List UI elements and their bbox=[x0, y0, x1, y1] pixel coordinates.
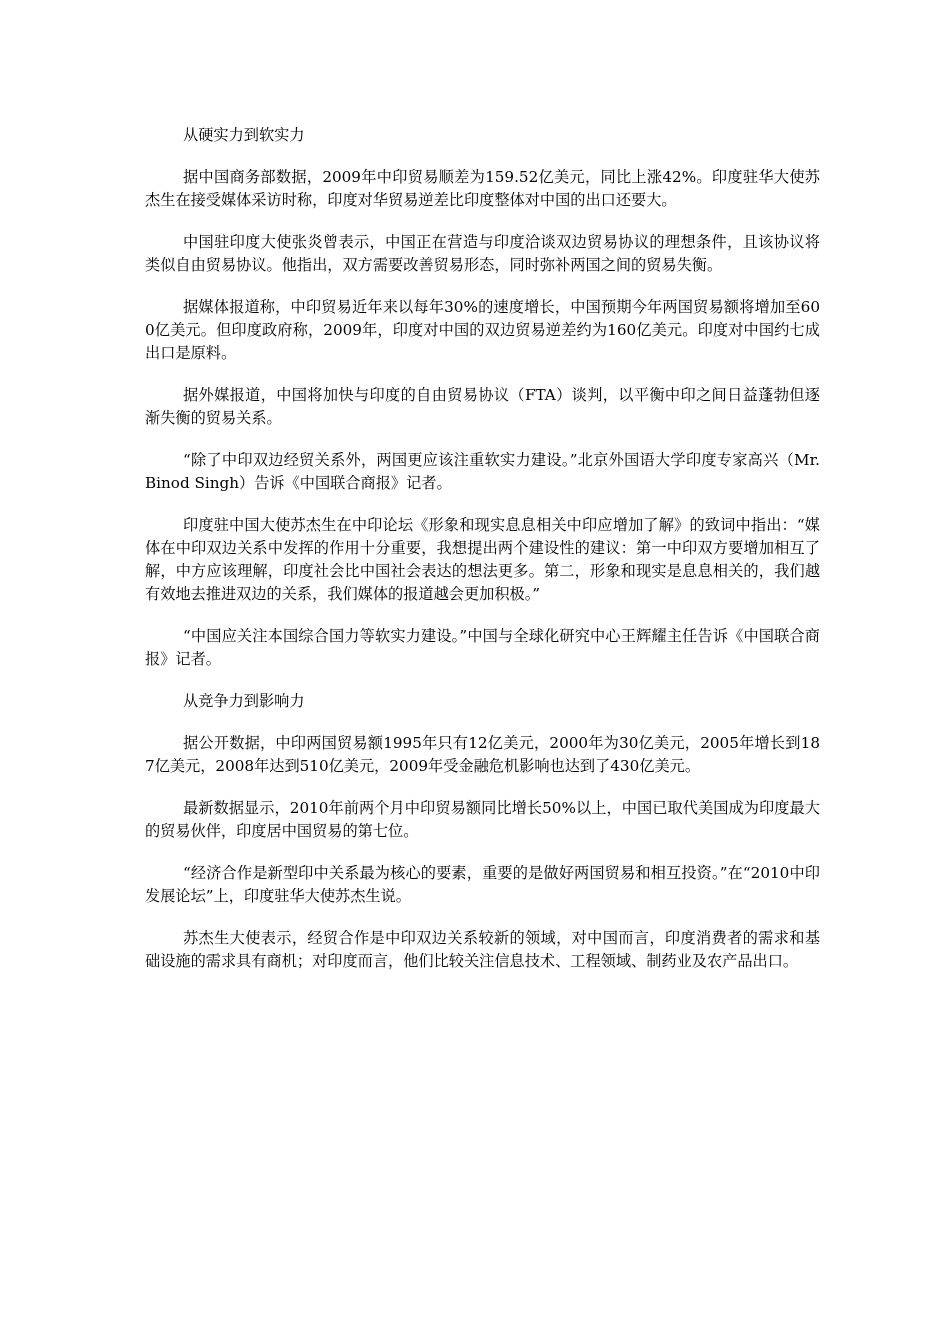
paragraph-trade-surplus: 据中国商务部数据，2009年中印贸易顺差为159.52亿美元，同比上涨42%。印度驻华大使苏杰生在接受媒体采访时称，印度对华贸易逆差比印度整体对中国的出口还要大。 bbox=[145, 168, 820, 209]
paragraph-national-strength-quote: “中国应关注本国综合国力等软实力建设。”中国与全球化研究中心王辉耀主任告诉《中国联合商报》记者。 bbox=[145, 627, 820, 668]
document-body bbox=[145, 124, 820, 992]
paragraph-fta-talks: 据外媒报道，中国将加快与印度的自由贸易协议（FTA）谈判，以平衡中印之间日益蓬勃但逐渐失衡的贸易关系。 bbox=[145, 386, 820, 427]
paragraph-forum-speech: 印度驻中国大使苏杰生在中印论坛《形象和现实息息相关中印应增加了解》的致词中指出：“媒体在中印双边关系中发挥的作用十分重要，我想提出两个建设性的建议：第一中印双方要增加相互了解，中方应该理解，印度社会比中国社会表达的想法更多。第二，形象和现实是息息相关的，我们越有效地去推进双边的关系，我们媒体的报道越会更加积极。” bbox=[145, 516, 820, 603]
paragraph-economic-cooperation-quote: “经济合作是新型印中关系最为核心的要素，重要的是做好两国贸易和相互投资。”在“2010中印发展论坛”上，印度驻华大使苏杰生说。 bbox=[145, 864, 820, 905]
section-heading-hard-to-soft-power: 从硬实力到软实力 bbox=[183, 126, 305, 144]
paragraph-public-trade-data: 据公开数据，中印两国贸易额1995年只有12亿美元，2000年为30亿美元，2005年增长到187亿美元，2008年达到510亿美元，2009年受金融危机影响也达到了430亿美元。 bbox=[145, 734, 820, 775]
section-heading-competitiveness-to-influence: 从竞争力到影响力 bbox=[183, 692, 305, 710]
paragraph-trade-growth: 据媒体报道称，中印贸易近年来以每年30%的速度增长，中国预期今年两国贸易额将增加至600亿美元。但印度政府称，2009年，印度对中国的双边贸易逆差约为160亿美元。印度对中国约七成出口是原料。 bbox=[145, 298, 820, 362]
paragraph-latest-data: 最新数据显示，2010年前两个月中印贸易额同比增长50%以上，中国已取代美国成为印度最大的贸易伙伴，印度居中国贸易的第七位。 bbox=[145, 799, 820, 840]
paragraph-soft-power-quote: “除了中印双边经贸关系外，两国更应该注重软实力建设。”北京外国语大学印度专家高兴（Mr.Binod Singh）告诉《中国联合商报》记者。 bbox=[145, 451, 820, 492]
paragraph-business-opportunities: 苏杰生大使表示，经贸合作是中印双边关系较新的领域，对中国而言，印度消费者的需求和基础设施的需求具有商机；对印度而言，他们比较关注信息技术、工程领域、制药业及农产品出口。 bbox=[145, 929, 820, 970]
paragraph-ambassador-zhang: 中国驻印度大使张炎曾表示，中国正在营造与印度洽谈双边贸易协议的理想条件，且该协议将类似自由贸易协议。他指出，双方需要改善贸易形态，同时弥补两国之间的贸易失衡。 bbox=[145, 233, 820, 274]
